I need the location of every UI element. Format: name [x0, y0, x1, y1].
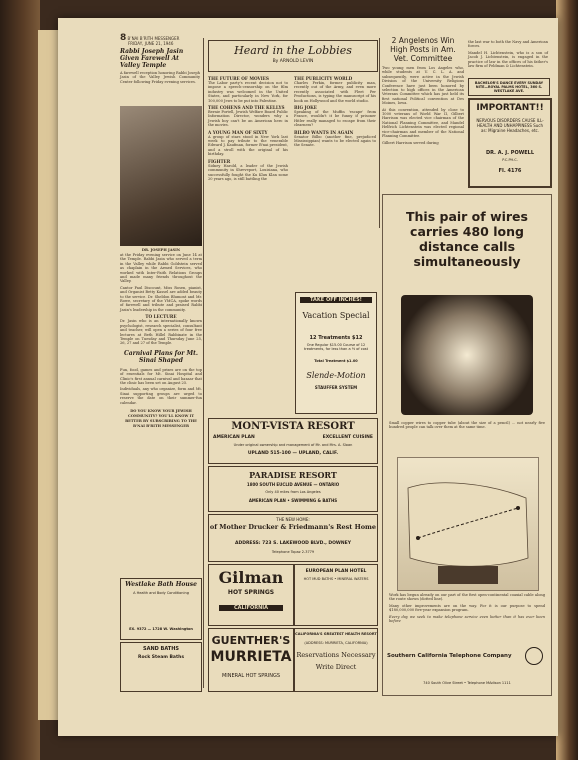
- carnival-body-2: Individuals, any who organize, form and Mt. Sinai supporting groups are urged to reserve the date on their summer-fun calendar.: [120, 387, 202, 405]
- telephone-body-3: Many other improvements are on the way. For it is our purpose to spend $180,000,000 five-year expansion program.: [389, 603, 545, 613]
- lobbies-sec-4: FIGHTER: [208, 158, 231, 164]
- vacation-offer: 12 Treatments $12: [309, 335, 363, 341]
- vacation-special-ad: [295, 292, 377, 414]
- lobbies-sec-5: THE PUBLICITY WORLD: [294, 76, 353, 81]
- cal-greatest: CALIFORNIA'S GREATEST HEALTH RESORT: [295, 632, 377, 636]
- lobbies-body-4: Sidney Harold, a leader of the Jewish community in Shreveport, Louisiana, who successfully fought the Ku Klux Klan some 20 years ago, is still battling the: [208, 163, 288, 181]
- gilman-ad: [208, 564, 294, 626]
- vacation-title: Vacation Special: [302, 311, 370, 320]
- mont-vista-sub: Under original ownership and management of Mr. and Mrs. A. Sloan: [233, 443, 353, 447]
- route-map: [397, 457, 539, 591]
- lobbies-body-6: Speaking of the Muffin 'escape' from France, wouldn't it be funny if prisoner Hitler really managed to escape from their clearness?: [294, 110, 376, 128]
- mont-vista-cuisine: EXCELLENT CUISINE: [322, 435, 373, 440]
- lobbies-body-7: Senator Bilbo (another fine, prejudiced Mississippian) wants to be elected again to the Senate.: [294, 134, 376, 148]
- bath-house-ad: [120, 578, 202, 640]
- angelenos-tail: Gilbert Harrison served during: [382, 140, 439, 145]
- headline-angelenos: 2 Angelenos Win High Posts in Am. Vet. Committee: [390, 36, 456, 63]
- lobbies-col-b: [294, 76, 376, 150]
- lobbies-body-3: A group of stars stood in New York last week to pay tribute to the venerable Edward J. Kaufman, former B'nai president, and a stroll with the original of his birthday.: [208, 134, 288, 157]
- page-number: 8: [120, 33, 127, 43]
- murrieta-title: MURRIETA: [210, 649, 292, 665]
- photo-caption: DR. JOSEPH JASIN: [141, 248, 181, 252]
- mont-vista-title: MONT-VISTA RESORT: [231, 421, 355, 432]
- bachelors-dance-text: BACHELOR'S DANCE EVERY SUNDAY NITE—ROYAL PALMS HOTEL, 360 S. WESTLAKE AVE.: [474, 81, 544, 93]
- lobbies-body-5: Charles Ferkin, former publicity man, recently out of the Army, and even more recently associated with Fleet Per Productions, is typing the manuscript of his book on Hollywood and the world studio.: [294, 81, 376, 103]
- lecture-body: Dr. Jasin who is an internationally known psychologist, research specialist, consultant and teacher, will open a series of four free lectures at Beth Hillel Rabbinate in the Temple on Tuesday and Thursday June 25, 26, 27 and 27 of the Temple.: [120, 319, 202, 346]
- telephone-body-1: Small copper wires to copper tube (about the size of a pencil) ... not nearly five hundred people can talk over them at the same time.: [389, 421, 545, 430]
- binder-spine: [0, 0, 40, 760]
- jasin-body-2: Cantor Paul Discount, Miss Rosen, pianist, and Organist Betty Kassel are added beauty to the service. Dr. Sheldon Blumont and Mr. Rowe, secretary of the YMCA, spoke words of farewell and tribute and praised Rabbi Jasin's leadership in the community.: [120, 285, 202, 312]
- column-rule: [203, 38, 204, 688]
- rest-home-title: of Mother Drucker & Friedmann's Rest Home: [209, 523, 377, 531]
- sand-baths-ad: [120, 642, 202, 692]
- lobbies-sec-2: THE COHENS AND THE KELLYS: [208, 105, 285, 111]
- doctor-name: DR. A. J. POWELL: [485, 150, 535, 156]
- masthead-title: B’NAI B’RITH MESSENGER: [127, 36, 180, 41]
- bachelors-dance-ad: [468, 78, 550, 96]
- telephone-company: Southern California Telephone Company: [387, 653, 512, 659]
- guenthers-title: GUENTHER'S: [211, 634, 291, 647]
- lobbies-sec-7: BILBO WANTS IN AGAIN: [294, 129, 354, 135]
- lobbies-body-2: Bernie Portell, Jewish Welfare Board Public Information Director, wonders why a Jewish boy can't be an American hero in the movies.: [208, 110, 288, 128]
- headline-carnival: Carnival Plans for Mt. Sinai Shaped: [123, 349, 199, 364]
- mont-vista-plan: AMERICAN PLAN: [213, 435, 255, 440]
- lobbies-body-1: The Labor party's recent decision not to impose a speech-censorship on the film industry was welcomed in the United States, and particularly in New York, for 100,000 Jews to be put into Palestine.: [208, 81, 288, 103]
- column-1-lower: [120, 248, 202, 429]
- gilman-title: Gilman: [218, 568, 284, 587]
- gilman-state: CALIFORNIA: [219, 605, 283, 611]
- sand-baths-title: SAND BATHS: [142, 646, 180, 652]
- headline-jasin: Rabbi Joseph Jasin Given Farewell At Valley Temple: [120, 48, 184, 69]
- paradise-resort-ad: [208, 466, 378, 512]
- lecture-heading: TO LECTURE: [145, 314, 177, 320]
- masthead-date: FRIDAY, JUNE 21, 1946: [128, 41, 174, 46]
- telephone-headline: This pair of wires carries 480 long distance calls simultaneously: [406, 209, 528, 269]
- telephone-body-wrap: [389, 593, 545, 625]
- jasin-intro: A farewell reception honoring Rabbi Joseph Jasin of the Valley Jewish Community Center following Friday evening services.: [120, 71, 200, 84]
- gilman-sub: HOT SPRINGS: [227, 589, 275, 596]
- column-rule-2: [379, 38, 380, 228]
- lobbies-header-box: [208, 40, 378, 72]
- murrieta-reservations-ad: [294, 628, 378, 692]
- telephone-note: Every day we seek to make telephone service even better than it has ever been before: [389, 614, 545, 624]
- european-sub: HOT MUD BATHS • MINERAL WATERS: [303, 577, 369, 581]
- stauffer-system: STAUFFER SYSTEM: [314, 385, 358, 390]
- rest-home-ad: [208, 514, 378, 562]
- important-body: NERVOUS DISORDERS CAUSE ILL-HEALTH AND UNHAPPINESS Such as: Migraine Headaches, etc.: [476, 118, 544, 133]
- paradise-line: Only 40 miles from Los Angeles: [265, 490, 321, 494]
- lobbies-sec-6: BIG JOKE: [294, 105, 317, 111]
- bath-house-title: Westlake Bath House: [125, 581, 197, 588]
- european-plan-ad: [294, 564, 378, 626]
- column-1: [120, 33, 200, 86]
- murrieta-address: (ADDRESS: MURRIETA, CALIFORNIA): [304, 641, 368, 645]
- vacation-sub: One Regular $15.00 Course of 12 treatments, for less than a ½ of cost: [304, 343, 368, 351]
- doctor-phone: FI. 4176: [498, 168, 522, 174]
- angelenos-body-2: At this convention, attended by close to 1000 veterans of World War II, Gilbert Harrison was elected vice chairman of the National Planning Committee, and Mandel Helfrich Lichtenstein was elected regional vice-chairman and member of the National Planning Committee.: [382, 107, 464, 139]
- portrait-photo: [120, 106, 202, 246]
- rest-home-phone: Telephone Topaz 2-3779: [271, 550, 315, 554]
- doctor-credential: P.C.PH.C.: [502, 158, 518, 162]
- paradise-plan: AMERICAN PLAN • SWIMMING & BATHS: [248, 498, 338, 503]
- subscribe-promo: DO YOU KNOW YOUR JEWISH COMMUNITY? YOU'LL KNOW IT BETTER BY SUBSCRIBING TO THE B'NAI B'RITH MESSENGER: [125, 408, 197, 428]
- telephone-body-2: Work has begun already on our part of the first open-continental coaxial cable along the route shown (dotted line).: [389, 593, 545, 602]
- rest-home-address: ADDRESS: 723 S. LAKEWOOD BLVD., DOWNEY: [235, 541, 351, 546]
- paradise-title: PARADISE RESORT: [249, 470, 337, 480]
- lobbies-byline: By ARNOLD LEVIN: [272, 59, 314, 64]
- vacation-total: Total Treatment $1.00: [314, 359, 358, 363]
- telephone-body-1-wrap: [389, 421, 545, 432]
- slende-motion-brand: Slende-Motion: [306, 371, 366, 380]
- guenthers-ad: [208, 628, 294, 692]
- lobbies-heading: Heard in the Lobbies: [234, 44, 352, 57]
- lobbies-sec-3: A YOUNG MAN OF SIXTY: [208, 129, 268, 135]
- cable-photo: [401, 295, 533, 415]
- rest-home-top: THE NEW HOME:: [276, 517, 310, 522]
- bath-house-phone: EX. 9372 — 1728 W. Washington: [129, 627, 193, 631]
- bell-logo-icon: [525, 647, 543, 665]
- telephone-address: 740 South Olive Street • Telephone MAdison 1111: [423, 681, 511, 685]
- carnival-body: Fun, food, games and prizes are on the top of essentials for Mt. Sinai Hospital and Clinic's first annual carnival and bazaar that the clinic has been set on August 25.: [120, 367, 202, 385]
- important-title: IMPORTANT!!: [476, 103, 544, 113]
- reservations-necessary: Reservations Necessary: [296, 651, 376, 659]
- bath-house-sub: A Health and Body Conditioning: [133, 591, 189, 595]
- sand-baths-sub: Rock Steam Baths: [137, 655, 185, 660]
- mont-vista-ad: [208, 418, 378, 464]
- paradise-address: 1800 SOUTH EUCLID AVENUE — ONTARIO: [246, 482, 340, 487]
- newspaper-page: [58, 18, 558, 736]
- col4-body-2: Mandel H. Lichtenstein, who is a son of Jacob J. Lichtenstein, is engaged in the practice of law in the offices of his father's law firm of Feldman & Lichtenstein.: [468, 50, 548, 69]
- write-direct: Write Direct: [315, 663, 357, 671]
- important-ad: [468, 98, 552, 188]
- jasin-body: at the Friday evening service on June 14 at the Temple. Rabbi Jasin who served a term in the Valley while Rabbi Goldstein served as chaplain in the Armed Services, who worked with Inter-Faith Relations Groups and made many friends throughout the Valley.: [120, 253, 202, 284]
- telephone-ad: [382, 194, 552, 696]
- column-4: [468, 40, 548, 70]
- col4-body-1: the last war to both the Navy and American forces.: [468, 40, 548, 49]
- column-3: [382, 36, 464, 147]
- binder-right-edge: [556, 0, 578, 760]
- map-icon: [398, 458, 538, 590]
- mont-vista-address: UPLAND 515-100 — UPLAND, CALIF.: [247, 451, 339, 456]
- european-title: EUROPEAN PLAN HOTEL: [305, 569, 367, 574]
- lobbies-col-a: [208, 76, 288, 183]
- vacation-top: TAKE OFF INCHES!: [300, 297, 372, 303]
- murrieta-sub: MINERAL HOT SPRINGS: [221, 673, 281, 679]
- angelenos-body-1: Two young men from Los Angeles who, while students at U. C. L. A. and subsequently, were active in the Jewish Division of the University Religious Conference have just been honored by selection to high offices in the American Veterans Committee which has just held its first national Political convention at Des Moines, Iowa.: [382, 66, 464, 106]
- lobbies-sec-1: THE FUTURE OF MOVIES: [208, 76, 269, 81]
